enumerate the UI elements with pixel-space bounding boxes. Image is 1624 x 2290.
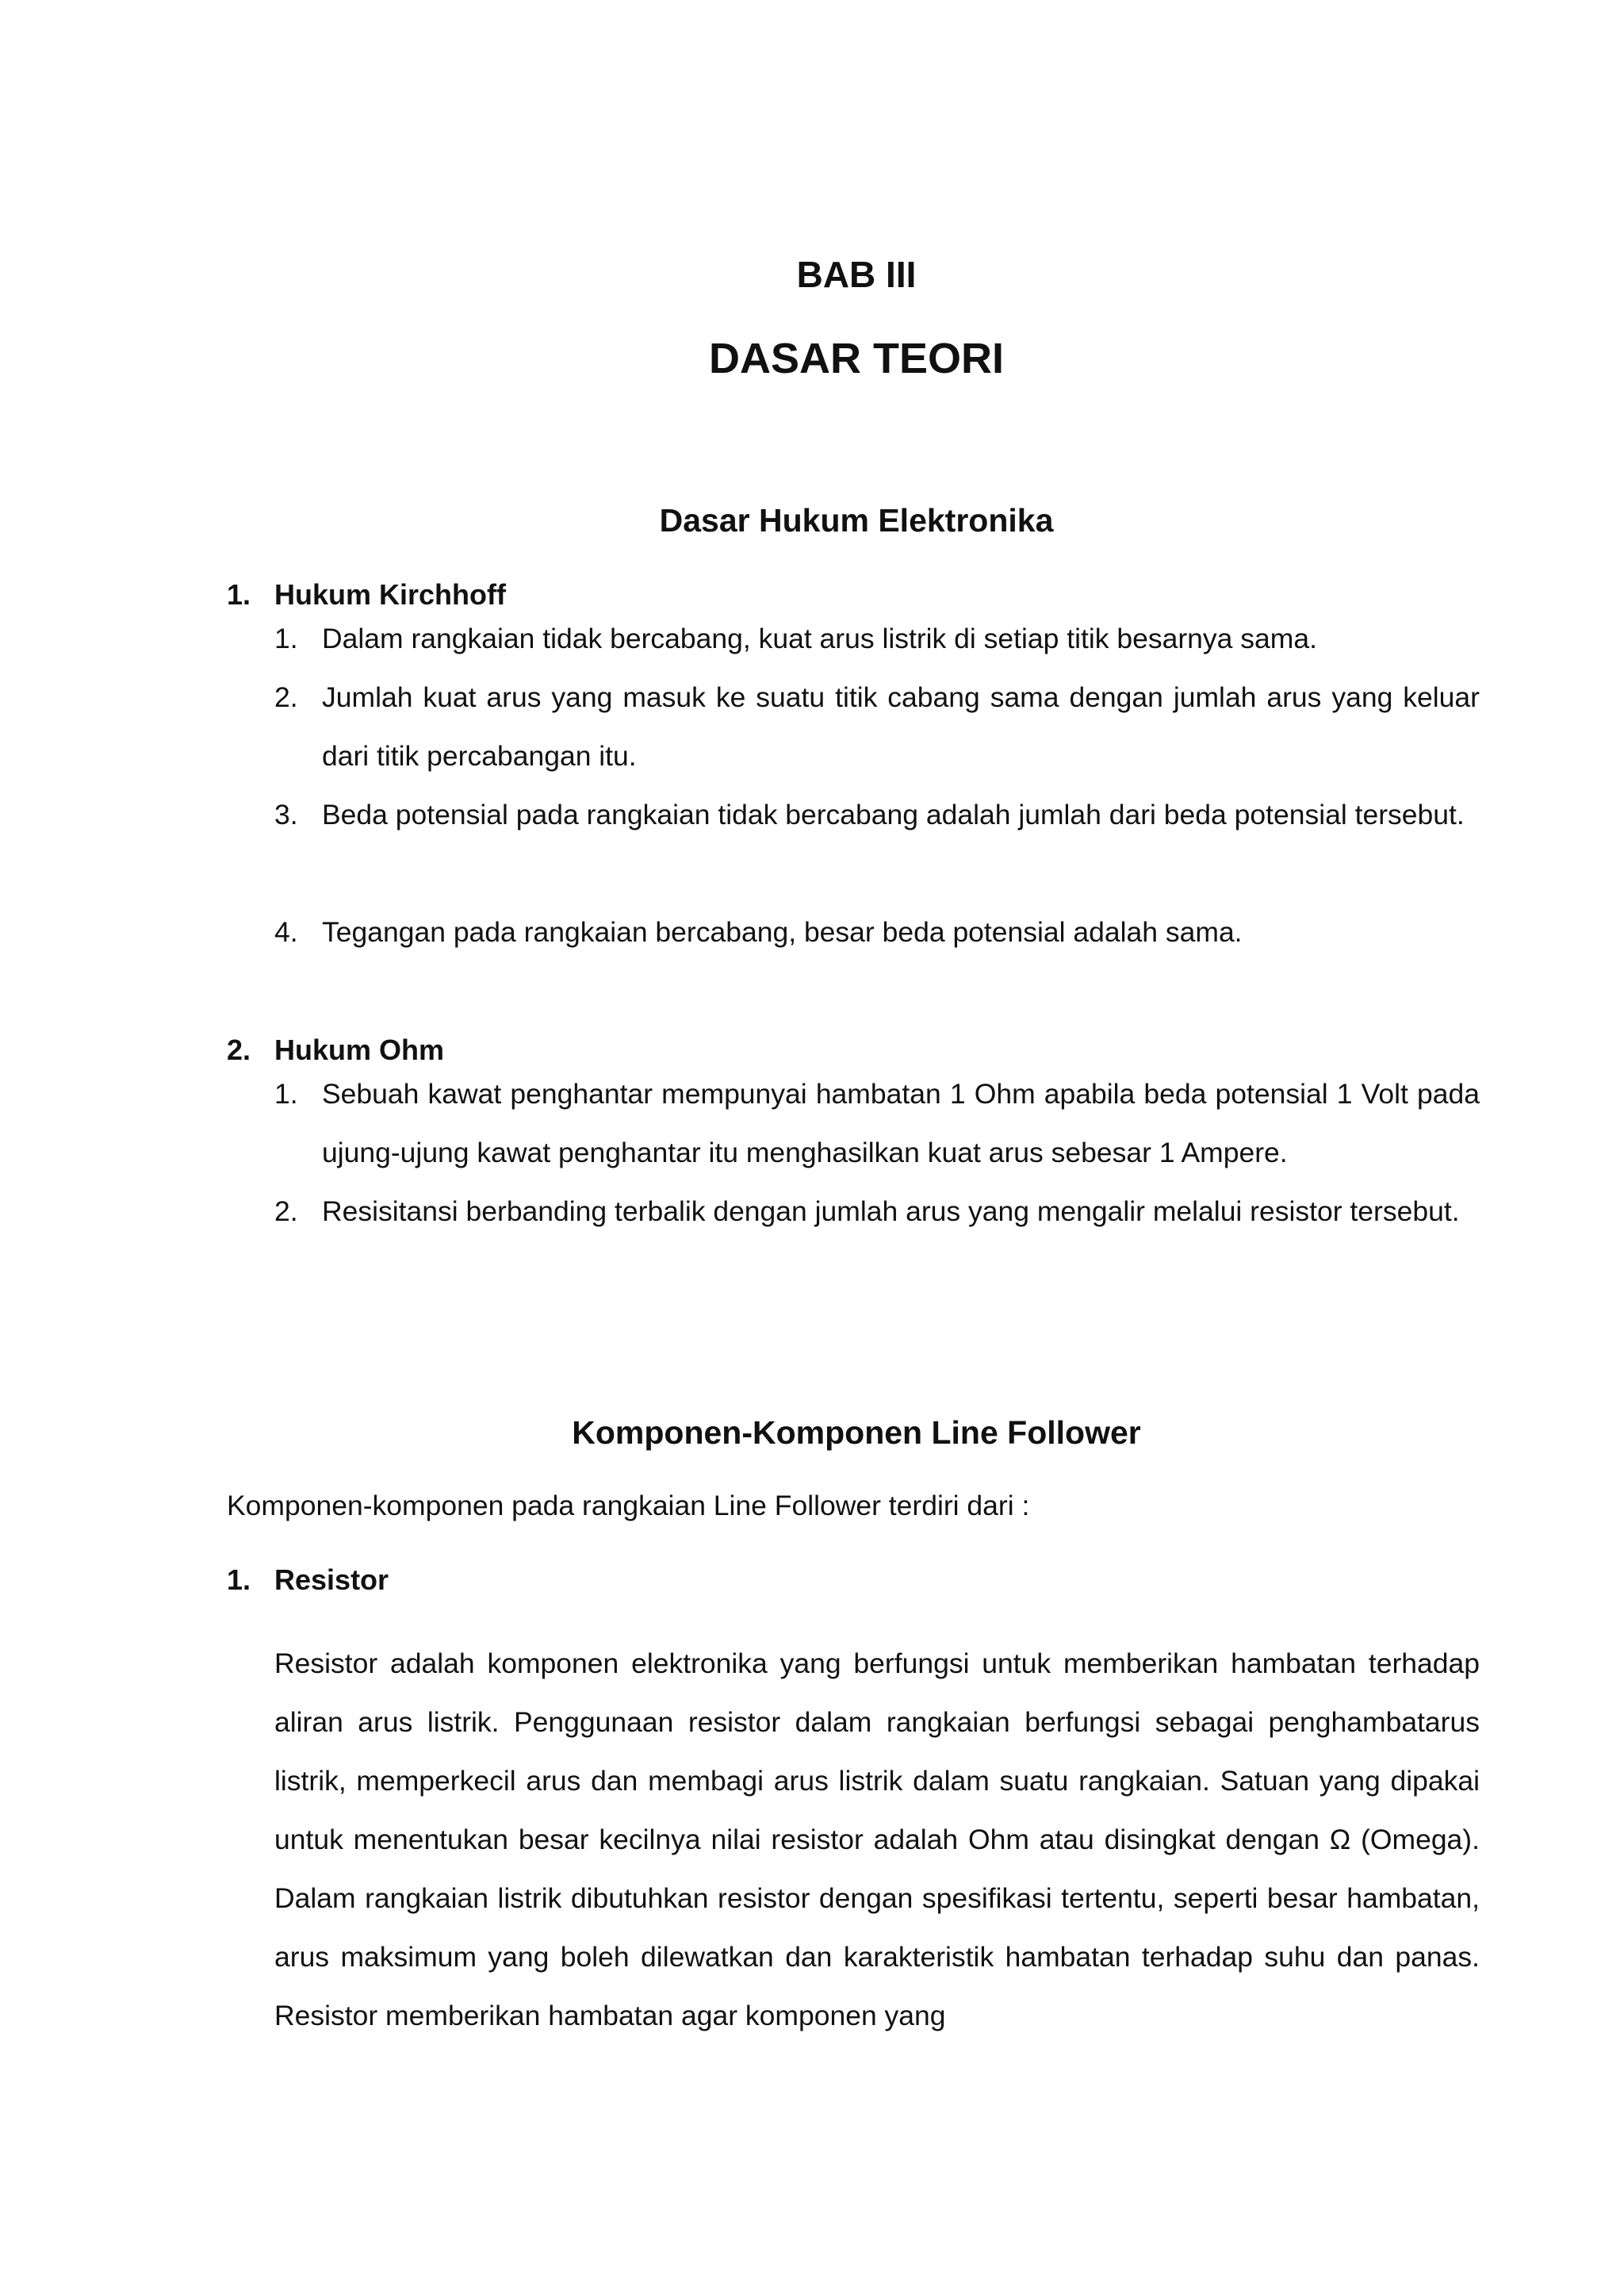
item-number: 2.	[227, 1034, 251, 1066]
resistor-paragraph: Resistor adalah komponen elektronika yang berfungsi untuk memberikan hambatan terhadap aliran arus listrik. Penggunaan resistor dalam rangkaian berfungsi sebagai penghambatarus listrik, memperkecil arus dan membagi arus listrik dalam suatu rangkaian. Satuan yang dipakai untuk menentukan besar kecilnya nilai resistor adalah Ohm atau disingkat dengan Ω (Omega). Dalam rangkaian listrik dibutuhkan resistor dengan spesifikasi tertentu, seperti besar hambatan, arus maksimum yang boleh dilewatkan dan karakteristik hambatan terhadap suhu dan panas. Resistor memberikan hambatan agar komponen yang	[274, 1647, 1480, 2031]
list-item-text: Jumlah kuat arus yang masuk ke suatu titik cabang sama dengan jumlah arus yang keluar dari titik percabangan itu.	[322, 681, 1480, 772]
list-item-text: Beda potensial pada rangkaian tidak bercabang adalah jumlah dari beda potensial tersebut.	[322, 799, 1465, 830]
list-item	[274, 903, 1480, 961]
list-item-number: 2.	[274, 1195, 298, 1227]
list-item-number: 1.	[274, 623, 298, 654]
item-heading-text: Hukum Kirchhoff	[274, 578, 506, 611]
list-item	[274, 785, 1480, 844]
list-item-text: Sebuah kawat penghantar mempunyai hambatan 1 Ohm apabila beda potensial 1 Volt pada ujung-ujung kawat penghantar itu menghasilkan kuat arus sebesar 1 Ampere.	[322, 1078, 1480, 1168]
item-heading-kirchhoff	[227, 576, 506, 614]
list-item-number: 3.	[274, 799, 298, 830]
list-item	[274, 1064, 1480, 1182]
list-item-text: Tegangan pada rangkaian bercabang, besar beda potensial adalah sama.	[322, 916, 1243, 948]
list-item	[274, 668, 1480, 785]
chapter-number: BAB III	[796, 254, 917, 295]
item-heading-text: Hukum Ohm	[274, 1034, 445, 1066]
chapter-title: DASAR TEORI	[708, 335, 1004, 382]
item-number: 1.	[227, 578, 251, 611]
item-heading-ohm	[227, 1031, 444, 1069]
section-intro: Komponen-komponen pada rangkaian Line Follower terdiri dari :	[227, 1490, 1030, 1521]
item-heading-text: Resistor	[274, 1563, 389, 1596]
list-item-text: Resisitansi berbanding terbalik dengan jumlah arus yang mengalir melalui resistor tersebut.	[322, 1195, 1460, 1227]
item-heading-resistor	[227, 1561, 389, 1599]
list-item	[274, 1182, 1480, 1241]
section-title-dasar-hukum: Dasar Hukum Elektronika	[659, 502, 1054, 539]
list-item	[274, 609, 1480, 668]
list-item-number: 1.	[274, 1078, 298, 1110]
list-item-text: Dalam rangkaian tidak bercabang, kuat arus listrik di setiap titik besarnya sama.	[322, 623, 1317, 654]
item-number: 1.	[227, 1563, 251, 1596]
list-item-number: 2.	[274, 681, 298, 713]
list-item-number: 4.	[274, 916, 298, 948]
section-title-komponen: Komponen-Komponen Line Follower	[572, 1414, 1141, 1451]
